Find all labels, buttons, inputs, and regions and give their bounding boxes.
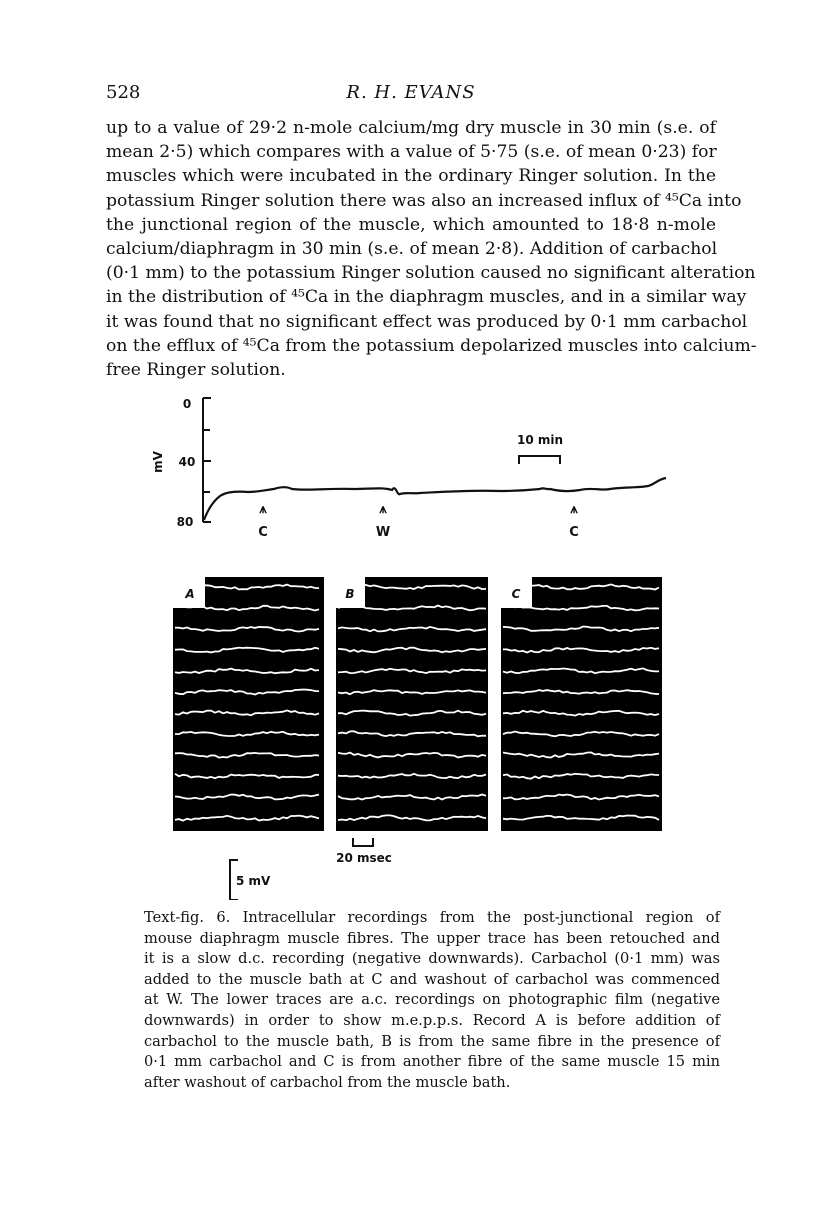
panel-c [501,577,662,831]
panel-label-b: B [345,587,355,601]
marker-w [376,502,390,540]
panel-label-c: C [511,587,521,601]
body-line: muscles which were incubated in the ordinary Ringer solution. In the [106,166,716,187]
caption-line: Text-fig. 6. Intracellular recordings from the post-junctional region of [144,909,720,926]
body-line: in the distribution of ⁴⁵Ca in the diaphragm muscles, and in a similar way [106,287,747,308]
marker-c2 [569,502,579,540]
panel-c-film [501,577,662,831]
marker-label-w: W [375,525,391,540]
time-scale-label-20ms: 20 msec [336,851,392,865]
caption-line: at W. The lower traces are a.c. recordings on photographic film (negative [144,991,720,1009]
page-header [106,82,716,108]
panel-a-film [173,577,324,831]
body-line: up to a value of 29·2 n-mole calcium/mg dry muscle in 30 min (s.e. of [106,118,716,138]
upper-trace-figure [140,388,680,548]
panel-a [173,577,324,831]
caption-line: it is a slow d.c. recording (negative downwards). Carbachol (0·1 mm) was [144,950,720,968]
y-axis [203,398,211,522]
y-axis-label: mV [151,451,165,473]
up-arrow-icon: ⩚ [259,502,267,517]
caption-line: after washout of carbachol from the muscle bath. [144,1073,511,1091]
caption-line: added to the muscle bath at C and washout of carbachol was commenced [144,970,720,988]
panel-b [336,577,488,831]
up-arrow-icon: ⩚ [570,502,578,517]
body-paragraph [106,116,757,382]
dc-trace [204,478,666,520]
body-line: free Ringer solution. [106,360,286,381]
caption-line: carbachol to the muscle bath, B is from the same fibre in the presence of [144,1032,720,1050]
panel-label-a: A [185,587,195,601]
time-scale-bar [519,456,560,464]
marker-label-c: C [258,525,268,540]
y-tick-40: 40 [178,455,196,469]
caption-line: downwards) in order to show m.e.p.p.s. Record A is before addition of [144,1011,720,1029]
panel-b-film [336,577,488,831]
caption-line: mouse diaphragm muscle fibres. The upper trace has been retouched and [144,929,720,947]
y-tick-80: 80 [176,515,194,529]
time-scale-label: 10 min [516,433,564,447]
running-head: R. H. EVANS [346,82,476,103]
lower-traces-figure [140,570,680,900]
body-line: (0·1 mm) to the potassium Ringer solution caused no significant alteration [106,263,756,284]
body-line: potassium Ringer solution there was also an increased influx of ⁴⁵Ca into [106,190,742,211]
up-arrow-icon: ⩚ [379,502,387,517]
voltage-scale-label: 5 mV [236,874,271,888]
body-line: on the efflux of ⁴⁵Ca from the potassium depolarized muscles into calcium- [106,335,757,356]
caption-line: 0·1 mm carbachol and C is from another fibre of the same muscle 15 min [144,1053,720,1071]
time-scale-bar-20ms [353,838,373,846]
body-line: the junctional region of the muscle, which amounted to 18·8 n-mole [106,214,716,235]
body-line: it was found that no significant effect was produced by 0·1 mm carbachol [106,311,748,332]
body-line: mean 2·5) which compares with a value of 5·75 (s.e. of mean 0·23) for [106,142,717,163]
page-number: 528 [106,82,141,103]
marker-c1 [258,502,268,540]
marker-label-c: C [569,525,579,540]
body-line: calcium/diaphragm in 30 min (s.e. of mean 2·8). Addition of carbachol [106,239,718,260]
figure-caption [144,908,720,1093]
y-tick-0: 0 [182,397,192,411]
